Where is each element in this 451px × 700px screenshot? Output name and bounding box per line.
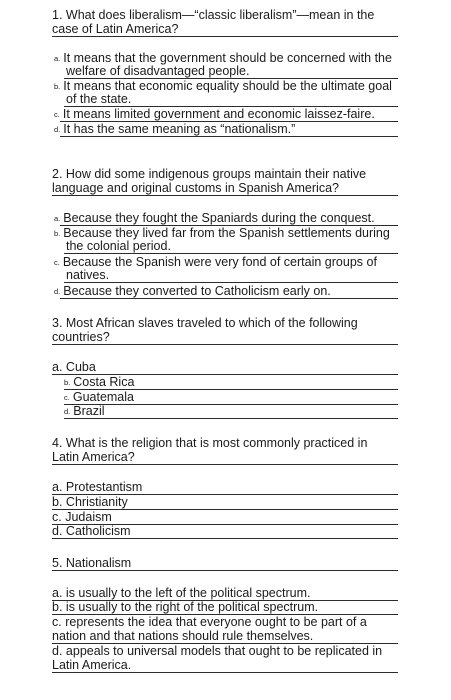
q5-option-a [52, 587, 310, 601]
question-5-line-1: 5. Nationalism [52, 556, 132, 570]
option-marker: c. [54, 110, 60, 119]
option-text: Latin America. [52, 658, 132, 672]
option-marker: a. [52, 480, 63, 494]
question-4-line-2: Latin America? [52, 450, 135, 464]
option-marker: a. [52, 586, 63, 600]
q5-option-c [52, 616, 367, 630]
underline [52, 538, 398, 539]
q3-option-d [64, 405, 105, 419]
option-marker: c. [52, 510, 62, 524]
question-5-prompt [52, 556, 398, 570]
underline [60, 298, 398, 299]
option-marker: d. [52, 524, 63, 538]
question-1-prompt [52, 8, 398, 36]
option-text: Judaism [65, 510, 112, 524]
option-marker: b. [52, 600, 63, 614]
option-marker: d. [54, 125, 61, 134]
option-text: is usually to the right of the political spectrum. [65, 600, 319, 614]
option-marker: b. [54, 229, 61, 238]
option-marker: d. [64, 407, 71, 416]
option-marker: b. [64, 378, 71, 387]
option-text: natives. [66, 268, 110, 282]
q3-option-b [64, 376, 134, 390]
question-1-line-1: 1. What does liberalism—“classic liberalism”—mean in the [52, 8, 375, 22]
option-text: appeals to universal models that ought to be replicated in [65, 644, 383, 658]
question-2-prompt [52, 167, 398, 195]
option-text: It means that the government should be concerned with the [63, 51, 392, 65]
option-text: Cuba [65, 360, 96, 374]
question-2-line-2: language and original customs in Spanish America? [52, 181, 339, 195]
question-3-line-2: countries? [52, 330, 110, 344]
option-marker: c. [52, 615, 62, 629]
underline [64, 253, 398, 254]
question-4-line-1: 4. What is the religion that is most commonly practiced in [52, 436, 368, 450]
option-text: welfare of disadvantaged people. [66, 64, 250, 78]
q5-option-c-cont [52, 630, 313, 644]
q1-option-a-cont [66, 65, 249, 79]
option-text: Protestantism [65, 480, 143, 494]
option-text: Because they fought the Spaniards during the conquest. [63, 211, 375, 225]
option-text: Costa Rica [73, 375, 135, 389]
q3-option-a [52, 361, 96, 375]
q5-option-d-cont [52, 659, 131, 673]
q2-option-b-cont [66, 240, 171, 254]
q4-option-c [52, 511, 112, 525]
q2-option-a [54, 212, 375, 226]
underline [52, 464, 398, 465]
option-marker: c. [64, 393, 70, 402]
option-text: nation and that nations should rule themselves. [52, 629, 314, 643]
option-text: Guatemala [72, 390, 134, 404]
q4-option-a [52, 481, 142, 495]
underline [64, 282, 398, 283]
option-marker: d. [54, 287, 61, 296]
option-text: It means limited government and economic laissez-faire. [62, 107, 375, 121]
option-text: represents the idea that everyone ought to be part of a [65, 615, 367, 629]
question-1-line-2: case of Latin America? [52, 22, 179, 36]
question-2-line-1: 2. How did some indigenous groups maintain their native [52, 167, 367, 181]
option-text: Brazil [73, 404, 105, 418]
q2-option-c-cont [66, 269, 109, 283]
q1-option-d [54, 123, 295, 137]
option-marker: b. [54, 82, 61, 91]
q3-option-c [64, 391, 134, 405]
option-text: Catholicism [65, 524, 131, 538]
option-marker: b. [52, 495, 63, 509]
option-text: It has the same meaning as “nationalism.” [63, 122, 296, 136]
question-4-prompt [52, 436, 398, 464]
underline [64, 404, 398, 405]
q4-option-d [52, 525, 131, 539]
option-text: is usually to the left of the political spectrum. [65, 586, 311, 600]
option-marker: d. [52, 644, 63, 658]
q5-option-d [52, 645, 382, 659]
option-text: Because the Spanish were very fond of certain groups of [62, 255, 377, 269]
question-3-prompt [52, 316, 398, 344]
option-text: of the state. [66, 92, 132, 106]
underline [52, 570, 398, 571]
option-marker: a. [52, 360, 63, 374]
q5-option-b [52, 601, 318, 615]
underline [52, 672, 398, 673]
option-text: It means that economic equality should be the ultimate goal [63, 79, 392, 93]
option-text: Because they lived far from the Spanish settlements during [63, 226, 390, 240]
option-text: the colonial period. [66, 239, 171, 253]
option-text: Because they converted to Catholicism early on. [63, 284, 331, 298]
q1-option-b-cont [66, 93, 131, 107]
option-marker: a. [54, 214, 61, 223]
underline [60, 136, 398, 137]
q2-option-d [54, 285, 331, 299]
q1-option-c [54, 108, 375, 122]
underline [52, 195, 398, 196]
underline [64, 418, 398, 419]
question-3-line-1: 3. Most African slaves traveled to which of the following [52, 316, 358, 330]
q4-option-b [52, 496, 128, 510]
option-marker: c. [54, 258, 60, 267]
underline [52, 36, 398, 37]
option-text: Christianity [65, 495, 128, 509]
underline [52, 344, 398, 345]
option-marker: a. [54, 54, 61, 63]
